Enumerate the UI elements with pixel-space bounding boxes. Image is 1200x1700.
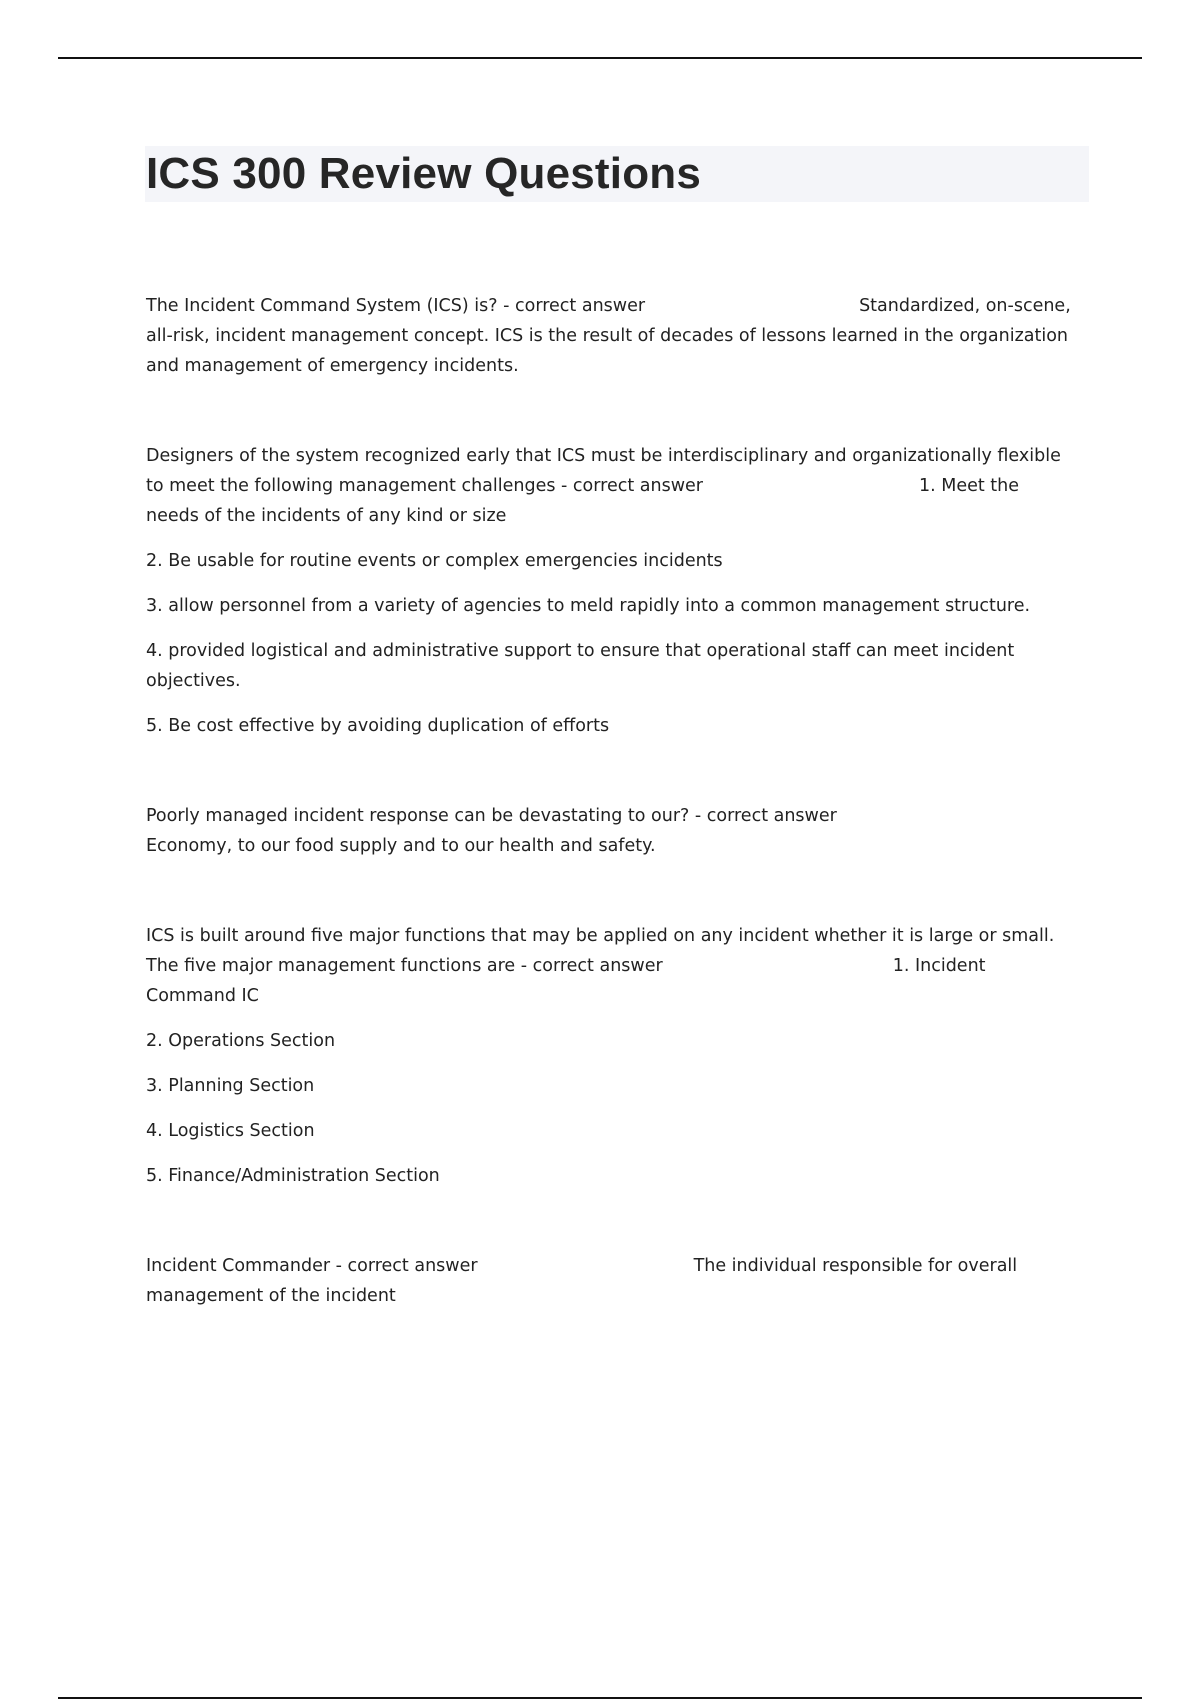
- answer-list-item: 5. Be cost effective by avoiding duplication of efforts: [146, 716, 610, 736]
- question-text: Designers of the system recognized early that ICS must be interdisciplinary and organizationally flexible to meet the following management challenges: [146, 446, 1061, 496]
- answer-marker: - correct answer: [561, 476, 703, 496]
- qa-block-3: [146, 801, 1072, 861]
- question-text: Incident Commander: [146, 1256, 331, 1276]
- answer-marker: - correct answer: [503, 296, 646, 316]
- top-rule: [58, 57, 1142, 59]
- qa-block-2: [146, 441, 1072, 741]
- answer-text: 1. Incident Command IC: [146, 956, 986, 1006]
- question-text: ICS is built around five major functions that may be applied on any incident whether it is large or small. The five major management functions are: [146, 926, 1055, 976]
- qa-text: [146, 1251, 1072, 1311]
- qa-text: [146, 921, 1072, 1011]
- qa-text: [146, 441, 1072, 531]
- answer-text: Standardized, on-scene, all-risk, incident management concept. ICS is the result of decades of lessons learned in the organization and management of emergency incidents.: [146, 296, 1071, 376]
- answer-list-item: 2. Operations Section: [146, 1031, 336, 1051]
- bottom-rule: [58, 1697, 1142, 1699]
- answer-text: Economy, to our food supply and to our health and safety.: [146, 836, 656, 856]
- answer-text: The individual responsible for overall management of the incident: [146, 1256, 1018, 1306]
- qa-text: [146, 291, 1072, 381]
- qa-block-4: [146, 921, 1072, 1191]
- answer-list-item: 4. Logistics Section: [146, 1121, 315, 1141]
- page-title: ICS 300 Review Questions: [146, 149, 702, 198]
- answer-text: 1. Meet the needs of the incidents of any kind or size: [146, 476, 1020, 526]
- answer-list-item: 3. allow personnel from a variety of agencies to meld rapidly into a common management structure.: [146, 596, 1031, 616]
- qa-block-5: [146, 1251, 1072, 1311]
- answer-list-item: 2. Be usable for routine events or complex emergencies incidents: [146, 551, 723, 571]
- answer-marker: - correct answer: [520, 956, 663, 976]
- question-text: The Incident Command System (ICS) is?: [146, 296, 498, 316]
- answer-list-item: 5. Finance/Administration Section: [146, 1166, 440, 1186]
- answer-marker: - correct answer: [335, 1256, 478, 1276]
- qa-text: [146, 801, 1072, 861]
- document-body: [146, 291, 1072, 1311]
- qa-block-1: [146, 291, 1072, 381]
- question-text: Poorly managed incident response can be devastating to our?: [146, 806, 690, 826]
- answer-marker: - correct answer: [694, 806, 837, 826]
- answer-list-item: 3. Planning Section: [146, 1076, 315, 1096]
- answer-list-item: 4. provided logistical and administrative support to ensure that operational staff can meet incident objectives.: [146, 641, 1015, 691]
